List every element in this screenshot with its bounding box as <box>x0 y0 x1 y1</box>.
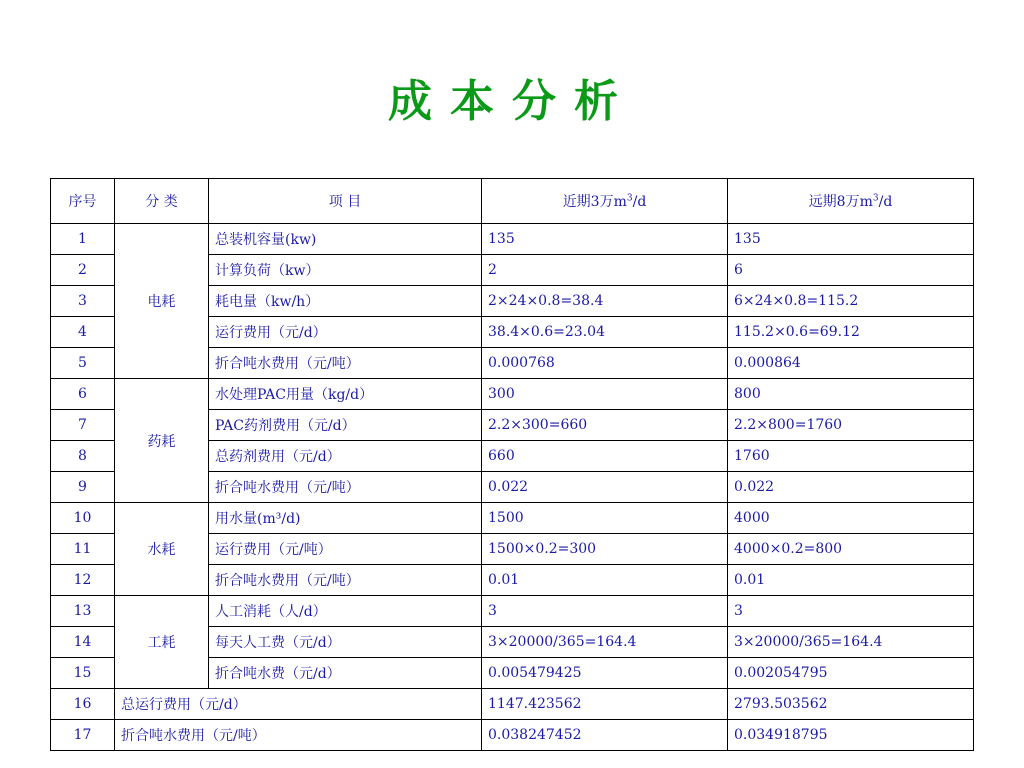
table-body <box>51 224 974 751</box>
near-term-value: 1500 <box>482 503 728 534</box>
page-title: 成本分析 <box>388 76 636 127</box>
long-term-value: 1760 <box>728 441 974 472</box>
category-cell: 电耗 <box>115 224 209 379</box>
item-cell: 计算负荷（kw） <box>209 255 482 286</box>
row-index: 16 <box>51 689 115 720</box>
long-term-value: 0.034918795 <box>728 720 974 751</box>
row-index: 7 <box>51 410 115 441</box>
near-term-value: 0.038247452 <box>482 720 728 751</box>
row-index: 14 <box>51 627 115 658</box>
total-label: 总运行费用（元/d） <box>115 689 482 720</box>
header-long-term-suffix: /d <box>878 194 893 210</box>
long-term-value: 6 <box>728 255 974 286</box>
item-cell: 用水量(m³/d) <box>209 503 482 534</box>
long-term-value: 4000 <box>728 503 974 534</box>
header-near-term-prefix: 近期3万m <box>562 194 627 210</box>
item-cell: PAC药剂费用（元/d） <box>209 410 482 441</box>
row-index: 10 <box>51 503 115 534</box>
category-cell: 水耗 <box>115 503 209 596</box>
cost-analysis-table <box>50 178 974 751</box>
table-total-row <box>51 689 974 720</box>
header-near-term-suffix: /d <box>632 194 647 210</box>
table-row <box>51 596 974 627</box>
near-term-value: 0.022 <box>482 472 728 503</box>
table-row <box>51 224 974 255</box>
item-cell: 耗电量（kw/h） <box>209 286 482 317</box>
table-header-row <box>51 179 974 224</box>
near-term-value: 135 <box>482 224 728 255</box>
long-term-value: 115.2×0.6=69.12 <box>728 317 974 348</box>
near-term-value: 2×24×0.8=38.4 <box>482 286 728 317</box>
near-term-value: 0.005479425 <box>482 658 728 689</box>
long-term-value: 3 <box>728 596 974 627</box>
item-cell: 总药剂费用（元/d） <box>209 441 482 472</box>
long-term-value: 6×24×0.8=115.2 <box>728 286 974 317</box>
near-term-value: 2.2×300=660 <box>482 410 728 441</box>
near-term-value: 2 <box>482 255 728 286</box>
item-cell: 水处理PAC用量（kg/d） <box>209 379 482 410</box>
row-index: 17 <box>51 720 115 751</box>
long-term-value: 135 <box>728 224 974 255</box>
row-index: 5 <box>51 348 115 379</box>
long-term-value: 3×20000/365=164.4 <box>728 627 974 658</box>
near-term-value: 1147.423562 <box>482 689 728 720</box>
row-index: 9 <box>51 472 115 503</box>
table-row <box>51 379 974 410</box>
table-total-row <box>51 720 974 751</box>
row-index: 6 <box>51 379 115 410</box>
header-long-term <box>728 179 974 224</box>
item-cell: 人工消耗（人/d） <box>209 596 482 627</box>
item-cell: 每天人工费（元/d） <box>209 627 482 658</box>
row-index: 2 <box>51 255 115 286</box>
header-near-term-sup: 3 <box>626 193 633 204</box>
row-index: 11 <box>51 534 115 565</box>
item-cell: 折合吨水费（元/d） <box>209 658 482 689</box>
row-index: 15 <box>51 658 115 689</box>
row-index: 12 <box>51 565 115 596</box>
row-index: 1 <box>51 224 115 255</box>
near-term-value: 38.4×0.6=23.04 <box>482 317 728 348</box>
near-term-value: 0.01 <box>482 565 728 596</box>
near-term-value: 660 <box>482 441 728 472</box>
item-cell: 折合吨水费用（元/吨） <box>209 565 482 596</box>
long-term-value: 0.022 <box>728 472 974 503</box>
long-term-value: 2.2×800=1760 <box>728 410 974 441</box>
category-cell: 工耗 <box>115 596 209 689</box>
header-item: 项 目 <box>209 179 482 224</box>
long-term-value: 4000×0.2=800 <box>728 534 974 565</box>
header-long-term-sup: 3 <box>872 193 879 204</box>
item-cell: 运行费用（元/d） <box>209 317 482 348</box>
item-cell: 总装机容量(kw) <box>209 224 482 255</box>
item-cell: 折合吨水费用（元/吨） <box>209 472 482 503</box>
item-cell: 折合吨水费用（元/吨） <box>209 348 482 379</box>
item-cell: 运行费用（元/吨） <box>209 534 482 565</box>
long-term-value: 2793.503562 <box>728 689 974 720</box>
row-index: 13 <box>51 596 115 627</box>
header-category: 分 类 <box>115 179 209 224</box>
long-term-value: 0.002054795 <box>728 658 974 689</box>
category-cell: 药耗 <box>115 379 209 503</box>
near-term-value: 3×20000/365=164.4 <box>482 627 728 658</box>
near-term-value: 300 <box>482 379 728 410</box>
near-term-value: 3 <box>482 596 728 627</box>
long-term-value: 0.000864 <box>728 348 974 379</box>
total-label: 折合吨水费用（元/吨） <box>115 720 482 751</box>
long-term-value: 0.01 <box>728 565 974 596</box>
table-row <box>51 503 974 534</box>
header-index: 序号 <box>51 179 115 224</box>
header-long-term-prefix: 远期8万m <box>808 194 873 210</box>
row-index: 4 <box>51 317 115 348</box>
row-index: 3 <box>51 286 115 317</box>
near-term-value: 1500×0.2=300 <box>482 534 728 565</box>
header-near-term <box>482 179 728 224</box>
near-term-value: 0.000768 <box>482 348 728 379</box>
long-term-value: 800 <box>728 379 974 410</box>
row-index: 8 <box>51 441 115 472</box>
